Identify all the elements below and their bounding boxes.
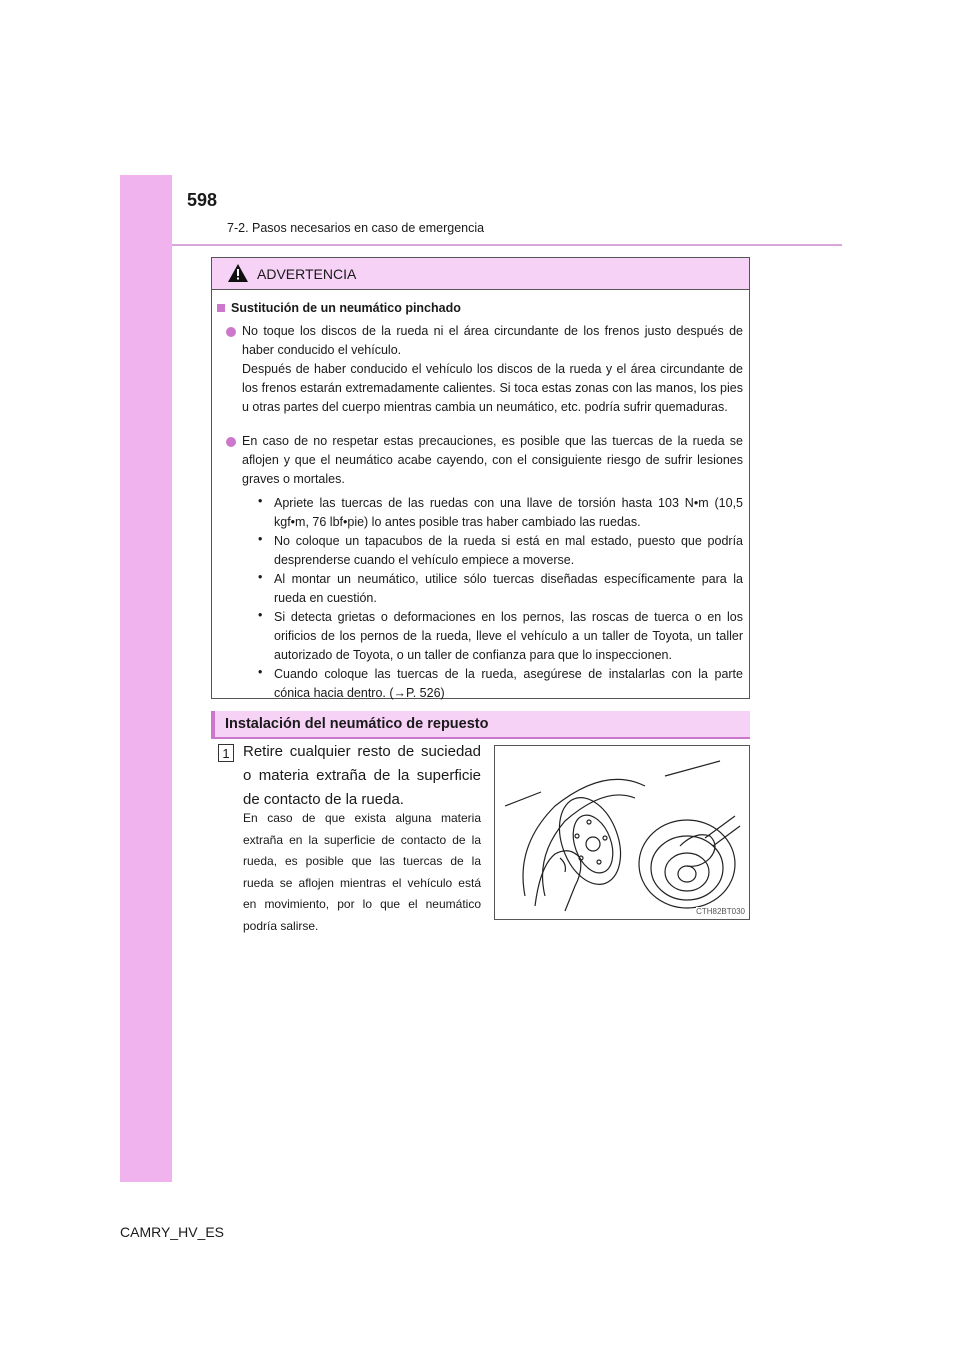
warning-item: No coloque un tapacubos de la rueda si está en mal estado, puesto que podría desprenderse cuando el vehículo empiece a moverse. xyxy=(274,534,743,567)
warning-item: Si detecta grietas o deformaciones en los pernos, las roscas de tuerca o en los orificios de los pernos de la rueda, lleve el vehículo a un taller de Toyota, un taller autorizado de Toyota, o un taller de confianza para que lo inspeccionen. xyxy=(274,610,743,662)
dot-bullet: • xyxy=(258,608,263,622)
figure-code: CTH82BT030 xyxy=(696,907,745,916)
step-detail: En caso de que exista alguna materia extraña en la superficie de contacto de la rueda, es posible que las tuercas de la rueda se aflojen mientras el vehículo está en movimiento, por lo que el neumático podría salirse. xyxy=(243,811,481,933)
wheel-cleaning-illustration xyxy=(495,746,749,919)
warning-bullet-1-line-2: Después de haber conducido el vehículo los discos de la rueda y el área circundante de los frenos estarán extremadamente calientes. Si toca estas zonas con las manos, los pies u otras partes del cuerpo mientras cambia un neumático, etc. podría sufrir quemaduras. xyxy=(242,362,743,414)
warning-item: Apriete las tuercas de las ruedas con una llave de torsión hasta 103 N•m (10,5 kgf•m, 76 lbf•pie) lo antes posible tras haber cambiado las ruedas. xyxy=(274,496,743,529)
warning-bullet-1 xyxy=(242,322,743,417)
step-instruction: Retire cualquier resto de suciedad o materia extraña de la superficie de contacto de la rueda. xyxy=(243,743,481,808)
warning-bullet-2: En caso de no respetar estas precauciones, es posible que las tuercas de la rueda se aflojen y que el neumático acabe cayendo, con el consiguiente riesgo de sufrir lesiones graves o mortales. xyxy=(242,434,743,486)
circle-bullet-icon xyxy=(226,327,236,337)
warning-box xyxy=(211,257,750,699)
warning-triangle-icon xyxy=(228,264,248,282)
warning-bullet-1-line-1: No toque los discos de la rueda ni el área circundante de los frenos justo después de haber conducido el vehículo. xyxy=(242,324,743,357)
step-number-badge: 1 xyxy=(218,744,234,762)
warning-body xyxy=(212,289,749,698)
dot-bullet: • xyxy=(258,532,263,546)
warning-label: ADVERTENCIA xyxy=(257,266,357,282)
wheel-cleaning-figure xyxy=(494,745,750,920)
footer-model: CAMRY_HV_ES xyxy=(120,1224,225,1240)
dot-bullet: • xyxy=(258,494,263,508)
page-number: 598 xyxy=(187,190,218,210)
circle-bullet-icon xyxy=(226,437,236,447)
warning-header xyxy=(212,258,749,290)
warning-item: Al montar un neumático, utilice sólo tuercas diseñadas específicamente para la rueda en cuestión. xyxy=(274,572,743,605)
warning-subtitle-text: Sustitución de un neumático pinchado xyxy=(231,301,461,315)
section-title: 7-2. Pasos necesarios en caso de emergencia xyxy=(227,221,485,235)
dot-bullet: • xyxy=(258,665,263,679)
install-section-header xyxy=(211,711,750,739)
header-accent-bar xyxy=(211,711,215,737)
header-rule xyxy=(172,244,842,246)
chapter-sidebar-tab xyxy=(120,175,172,1182)
install-section-title: Instalación del neumático de repuesto xyxy=(225,716,489,732)
square-bullet-icon xyxy=(217,304,225,312)
warning-subtitle xyxy=(217,301,461,315)
warning-item: Cuando coloque las tuercas de la rueda, asegúrese de instalarlas con la parte cónica hacia dentro. (→P. 526) xyxy=(274,667,743,700)
dot-bullet: • xyxy=(258,570,263,584)
